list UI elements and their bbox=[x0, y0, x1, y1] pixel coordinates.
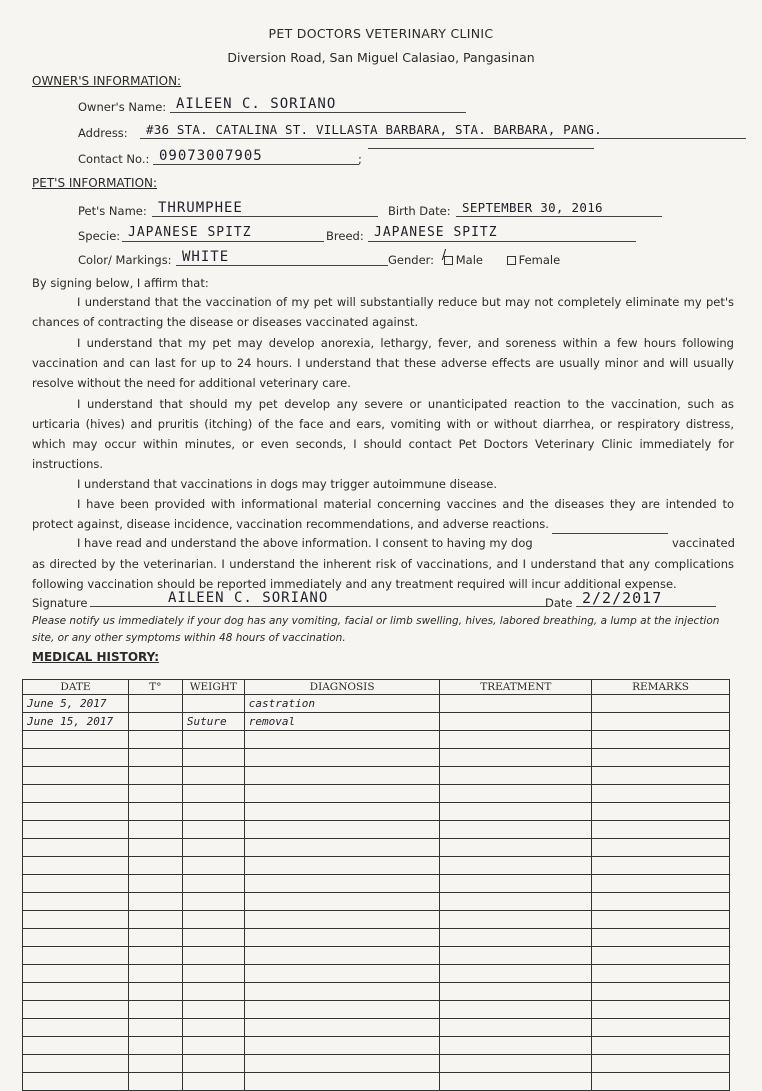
gender-group bbox=[388, 248, 561, 267]
table-cell[interactable] bbox=[592, 911, 730, 929]
table-cell[interactable] bbox=[182, 983, 244, 1001]
table-cell[interactable] bbox=[440, 1055, 592, 1073]
table-cell[interactable] bbox=[440, 875, 592, 893]
table-row bbox=[23, 695, 730, 713]
table-cell[interactable] bbox=[182, 875, 244, 893]
column-header: DATE bbox=[23, 680, 129, 695]
table-row bbox=[23, 965, 730, 983]
table-cell[interactable] bbox=[182, 1055, 244, 1073]
dog-name-field[interactable] bbox=[552, 533, 668, 534]
table-cell[interactable] bbox=[592, 731, 730, 749]
table-cell[interactable] bbox=[592, 1073, 730, 1091]
table-cell[interactable] bbox=[592, 803, 730, 821]
table-cell[interactable] bbox=[440, 803, 592, 821]
table-cell[interactable] bbox=[182, 803, 244, 821]
table-row bbox=[23, 947, 730, 965]
table-row bbox=[23, 911, 730, 929]
table-cell[interactable] bbox=[23, 749, 129, 767]
table-cell[interactable] bbox=[244, 785, 440, 803]
clinic-address: Diversion Road, San Miguel Calasiao, Pangasinan bbox=[227, 50, 535, 65]
table-cell[interactable] bbox=[128, 983, 182, 1001]
date-field[interactable]: 2/2/2017 bbox=[576, 590, 716, 607]
owner-name-label: Owner's Name: bbox=[78, 100, 167, 114]
table-cell[interactable] bbox=[128, 803, 182, 821]
table-cell[interactable] bbox=[440, 695, 592, 713]
table-row bbox=[23, 983, 730, 1001]
table-cell[interactable] bbox=[440, 785, 592, 803]
specie-field[interactable]: JAPANESE SPITZ bbox=[122, 225, 324, 242]
table-cell[interactable] bbox=[440, 893, 592, 911]
table-cell[interactable] bbox=[23, 731, 129, 749]
table-cell[interactable] bbox=[23, 839, 129, 857]
table-cell[interactable] bbox=[592, 749, 730, 767]
table-cell[interactable] bbox=[244, 803, 440, 821]
contact-field-2[interactable] bbox=[368, 148, 594, 149]
table-cell[interactable] bbox=[440, 731, 592, 749]
table-row bbox=[23, 1073, 730, 1091]
gender-female-option[interactable] bbox=[507, 253, 561, 267]
table-cell[interactable] bbox=[128, 911, 182, 929]
table-cell[interactable] bbox=[23, 965, 129, 983]
table-cell[interactable] bbox=[440, 1037, 592, 1055]
table-cell[interactable] bbox=[592, 875, 730, 893]
table-header-row bbox=[23, 680, 730, 695]
table-cell[interactable] bbox=[128, 767, 182, 785]
table-cell[interactable] bbox=[182, 947, 244, 965]
table-cell[interactable] bbox=[128, 1073, 182, 1091]
table-cell[interactable] bbox=[128, 731, 182, 749]
table-cell[interactable]: castration bbox=[244, 695, 440, 713]
contact-label: Contact No.: bbox=[78, 152, 150, 166]
table-cell[interactable] bbox=[128, 947, 182, 965]
table-cell[interactable] bbox=[244, 983, 440, 1001]
table-row bbox=[23, 731, 730, 749]
table-cell[interactable] bbox=[128, 1055, 182, 1073]
table-cell[interactable] bbox=[592, 857, 730, 875]
column-header: WEIGHT bbox=[182, 680, 244, 695]
table-cell[interactable] bbox=[182, 1037, 244, 1055]
table-cell[interactable] bbox=[592, 713, 730, 731]
table-cell[interactable] bbox=[244, 1037, 440, 1055]
table-cell[interactable] bbox=[440, 749, 592, 767]
table-row bbox=[23, 749, 730, 767]
table-cell[interactable] bbox=[182, 911, 244, 929]
table-cell[interactable] bbox=[592, 983, 730, 1001]
breed-label: Breed: bbox=[326, 229, 364, 243]
table-cell[interactable] bbox=[128, 857, 182, 875]
table-cell[interactable] bbox=[128, 893, 182, 911]
table-cell[interactable] bbox=[244, 731, 440, 749]
table-cell[interactable] bbox=[440, 839, 592, 857]
table-row bbox=[23, 1019, 730, 1037]
table-row bbox=[23, 803, 730, 821]
table-cell[interactable] bbox=[592, 821, 730, 839]
birth-date-field[interactable]: SEPTEMBER 30, 2016 bbox=[456, 200, 662, 217]
table-cell[interactable] bbox=[440, 1001, 592, 1019]
contact-separator: ; bbox=[358, 152, 362, 166]
table-cell[interactable] bbox=[182, 893, 244, 911]
table-row bbox=[23, 857, 730, 875]
table-cell[interactable] bbox=[592, 767, 730, 785]
table-cell[interactable] bbox=[244, 1001, 440, 1019]
table-cell[interactable] bbox=[128, 965, 182, 983]
gender-male-option[interactable] bbox=[441, 248, 483, 267]
table-cell[interactable]: June 15, 2017 bbox=[23, 713, 129, 731]
column-header: REMARKS bbox=[592, 680, 730, 695]
table-cell[interactable] bbox=[440, 947, 592, 965]
table-cell[interactable] bbox=[23, 947, 129, 965]
table-cell[interactable] bbox=[244, 839, 440, 857]
table-cell[interactable] bbox=[23, 1001, 129, 1019]
table-row bbox=[23, 893, 730, 911]
address-field[interactable]: #36 STA. CATALINA ST. VILLASTA BARBARA, STA. BARBARA, PANG. bbox=[140, 122, 746, 139]
table-cell[interactable] bbox=[23, 803, 129, 821]
table-cell[interactable] bbox=[128, 839, 182, 857]
table-cell[interactable] bbox=[440, 857, 592, 875]
table-row bbox=[23, 785, 730, 803]
table-cell[interactable] bbox=[440, 767, 592, 785]
table-cell[interactable] bbox=[23, 929, 129, 947]
address-label: Address: bbox=[78, 126, 128, 140]
table-row bbox=[23, 1037, 730, 1055]
table-cell[interactable] bbox=[440, 713, 592, 731]
table-cell[interactable] bbox=[23, 875, 129, 893]
table-cell[interactable] bbox=[23, 785, 129, 803]
table-row bbox=[23, 713, 730, 731]
table-cell[interactable] bbox=[23, 911, 129, 929]
table-cell[interactable] bbox=[128, 1037, 182, 1055]
table-cell[interactable]: removal bbox=[244, 713, 440, 731]
table-cell[interactable] bbox=[440, 929, 592, 947]
breed-field[interactable]: JAPANESE SPITZ bbox=[368, 225, 636, 242]
color-field[interactable]: WHITE bbox=[176, 249, 388, 266]
table-cell[interactable] bbox=[128, 821, 182, 839]
table-row bbox=[23, 1055, 730, 1073]
table-cell[interactable] bbox=[182, 839, 244, 857]
consent-paragraph-6a: I have read and understand the above information. I consent to having my dog bbox=[77, 536, 533, 550]
table-cell[interactable] bbox=[440, 821, 592, 839]
pet-name-label: Pet's Name: bbox=[78, 204, 147, 218]
column-header: TREATMENT bbox=[440, 680, 592, 695]
table-cell[interactable] bbox=[23, 983, 129, 1001]
table-cell[interactable] bbox=[23, 767, 129, 785]
table-cell[interactable] bbox=[592, 695, 730, 713]
table-cell[interactable]: Suture bbox=[182, 713, 244, 731]
table-cell[interactable] bbox=[244, 929, 440, 947]
table-row bbox=[23, 821, 730, 839]
table-cell[interactable] bbox=[244, 911, 440, 929]
table-cell[interactable] bbox=[128, 695, 182, 713]
notice-text: Please notify us immediately if your dog has any vomiting, facial or limb swelling, hives, labored breathing, a lump at the injection site, or any other symptoms within 48 hours of vaccination. bbox=[32, 615, 720, 644]
table-cell[interactable] bbox=[182, 695, 244, 713]
table-cell[interactable] bbox=[182, 1001, 244, 1019]
table-cell[interactable] bbox=[244, 1055, 440, 1073]
table-cell[interactable] bbox=[592, 839, 730, 857]
color-label: Color/ Markings: bbox=[78, 253, 172, 267]
table-cell[interactable] bbox=[244, 767, 440, 785]
table-cell[interactable] bbox=[23, 821, 129, 839]
table-cell[interactable] bbox=[182, 749, 244, 767]
table-cell[interactable] bbox=[128, 1001, 182, 1019]
table-cell[interactable] bbox=[244, 749, 440, 767]
signature-field[interactable]: AILEEN C. SORIANO bbox=[90, 590, 548, 607]
table-cell[interactable] bbox=[244, 857, 440, 875]
table-cell[interactable] bbox=[244, 1019, 440, 1037]
table-cell[interactable] bbox=[182, 821, 244, 839]
clinic-name: PET DOCTORS VETERINARY CLINIC bbox=[268, 26, 494, 41]
table-cell[interactable] bbox=[440, 911, 592, 929]
table-cell[interactable] bbox=[592, 1001, 730, 1019]
pet-section-title: PET'S INFORMATION: bbox=[32, 176, 158, 190]
table-cell[interactable] bbox=[440, 983, 592, 1001]
specie-label: Specie: bbox=[78, 229, 121, 243]
column-header: DIAGNOSIS bbox=[244, 680, 440, 695]
checkbox-icon[interactable]: / bbox=[444, 256, 453, 265]
table-cell[interactable] bbox=[592, 947, 730, 965]
table-cell[interactable] bbox=[23, 1073, 129, 1091]
table-cell[interactable] bbox=[440, 1019, 592, 1037]
table-cell[interactable] bbox=[244, 821, 440, 839]
table-cell[interactable] bbox=[244, 965, 440, 983]
table-cell[interactable] bbox=[128, 749, 182, 767]
consent-paragraph-3: I understand that should my pet develop any severe or unanticipated reaction to the vaccination, such as urticaria (hives) and pruritis (itching) of the face and ears, vomiting with or without diarrhea, or respiratory distress, which may occur within minutes, or even seconds, I should contact Pet Doctors Veterinary Clinic immediately for instructions. bbox=[32, 397, 734, 471]
table-cell[interactable] bbox=[244, 1073, 440, 1091]
gender-male-label: Male bbox=[455, 253, 483, 267]
table-cell[interactable] bbox=[592, 893, 730, 911]
table-cell[interactable] bbox=[592, 1037, 730, 1055]
table-cell[interactable] bbox=[244, 893, 440, 911]
table-row bbox=[23, 1001, 730, 1019]
table-cell[interactable] bbox=[182, 1019, 244, 1037]
table-cell[interactable] bbox=[182, 785, 244, 803]
table-cell[interactable]: June 5, 2017 bbox=[23, 695, 129, 713]
medical-history-title: MEDICAL HISTORY: bbox=[32, 650, 160, 664]
table-cell[interactable] bbox=[23, 1037, 129, 1055]
table-cell[interactable] bbox=[440, 965, 592, 983]
table-cell[interactable] bbox=[128, 713, 182, 731]
table-cell[interactable] bbox=[592, 1055, 730, 1073]
birth-date-label: Birth Date: bbox=[388, 204, 451, 218]
table-cell[interactable] bbox=[244, 875, 440, 893]
consent-intro: By signing below, I affirm that: bbox=[32, 276, 209, 290]
consent-paragraph-6c: as directed by the veterinarian. I understand the inherent risk of vaccinations, and I understand that any complications following vaccination should be reported immediately and any treatment required will incur additional expense. bbox=[32, 557, 734, 591]
table-cell[interactable] bbox=[128, 785, 182, 803]
table-cell[interactable] bbox=[592, 929, 730, 947]
pet-name-field[interactable]: THRUMPHEE bbox=[152, 200, 378, 217]
consent-paragraph-1: I understand that the vaccination of my pet will substantially reduce but may not completely eliminate my pet's chances of contracting the disease or diseases vaccinated against. bbox=[32, 295, 734, 329]
table-cell[interactable] bbox=[23, 857, 129, 875]
table-cell[interactable] bbox=[182, 965, 244, 983]
table-row bbox=[23, 929, 730, 947]
table-cell[interactable] bbox=[440, 1073, 592, 1091]
table-cell[interactable] bbox=[182, 767, 244, 785]
medical-history-table bbox=[22, 679, 730, 1091]
consent-paragraph-4: I understand that vaccinations in dogs may trigger autoimmune disease. bbox=[77, 477, 497, 491]
gender-female-label: Female bbox=[518, 253, 561, 267]
table-row bbox=[23, 839, 730, 857]
signature-label: Signature bbox=[32, 596, 88, 610]
table-cell[interactable] bbox=[244, 947, 440, 965]
table-cell[interactable] bbox=[182, 857, 244, 875]
checkbox-icon[interactable] bbox=[507, 256, 516, 265]
consent-paragraph-2: I understand that my pet may develop anorexia, lethargy, fever, and soreness within a few hours following vaccination and can last for up to 24 hours. I understand that these adverse effects are usually minor and will usually resolve without the need for additional veterinary care. bbox=[32, 336, 734, 390]
table-cell[interactable] bbox=[128, 929, 182, 947]
table-cell[interactable] bbox=[128, 875, 182, 893]
consent-paragraph-5: I have been provided with informational material concerning vaccines and the diseases they are intended to protect against, disease incidence, vaccination recommendations, and adverse reactions. bbox=[32, 497, 734, 531]
table-cell[interactable] bbox=[23, 1055, 129, 1073]
table-cell[interactable] bbox=[128, 1019, 182, 1037]
table-cell[interactable] bbox=[182, 731, 244, 749]
contact-field[interactable]: 09073007905 bbox=[153, 148, 359, 165]
table-cell[interactable] bbox=[592, 965, 730, 983]
table-cell[interactable] bbox=[182, 929, 244, 947]
table-row bbox=[23, 875, 730, 893]
gender-label: Gender: bbox=[388, 253, 435, 267]
table-row bbox=[23, 767, 730, 785]
owner-section-title: OWNER'S INFORMATION: bbox=[32, 74, 182, 88]
consent-paragraph-6b: vaccinated bbox=[672, 536, 735, 550]
table-cell[interactable] bbox=[592, 785, 730, 803]
date-label: Date bbox=[545, 596, 573, 610]
table-cell[interactable] bbox=[182, 1073, 244, 1091]
table-cell[interactable] bbox=[23, 893, 129, 911]
table-cell[interactable] bbox=[23, 1019, 129, 1037]
column-header: T° bbox=[128, 680, 182, 695]
owner-name-field[interactable]: AILEEN C. SORIANO bbox=[170, 96, 466, 113]
table-cell[interactable] bbox=[592, 1019, 730, 1037]
